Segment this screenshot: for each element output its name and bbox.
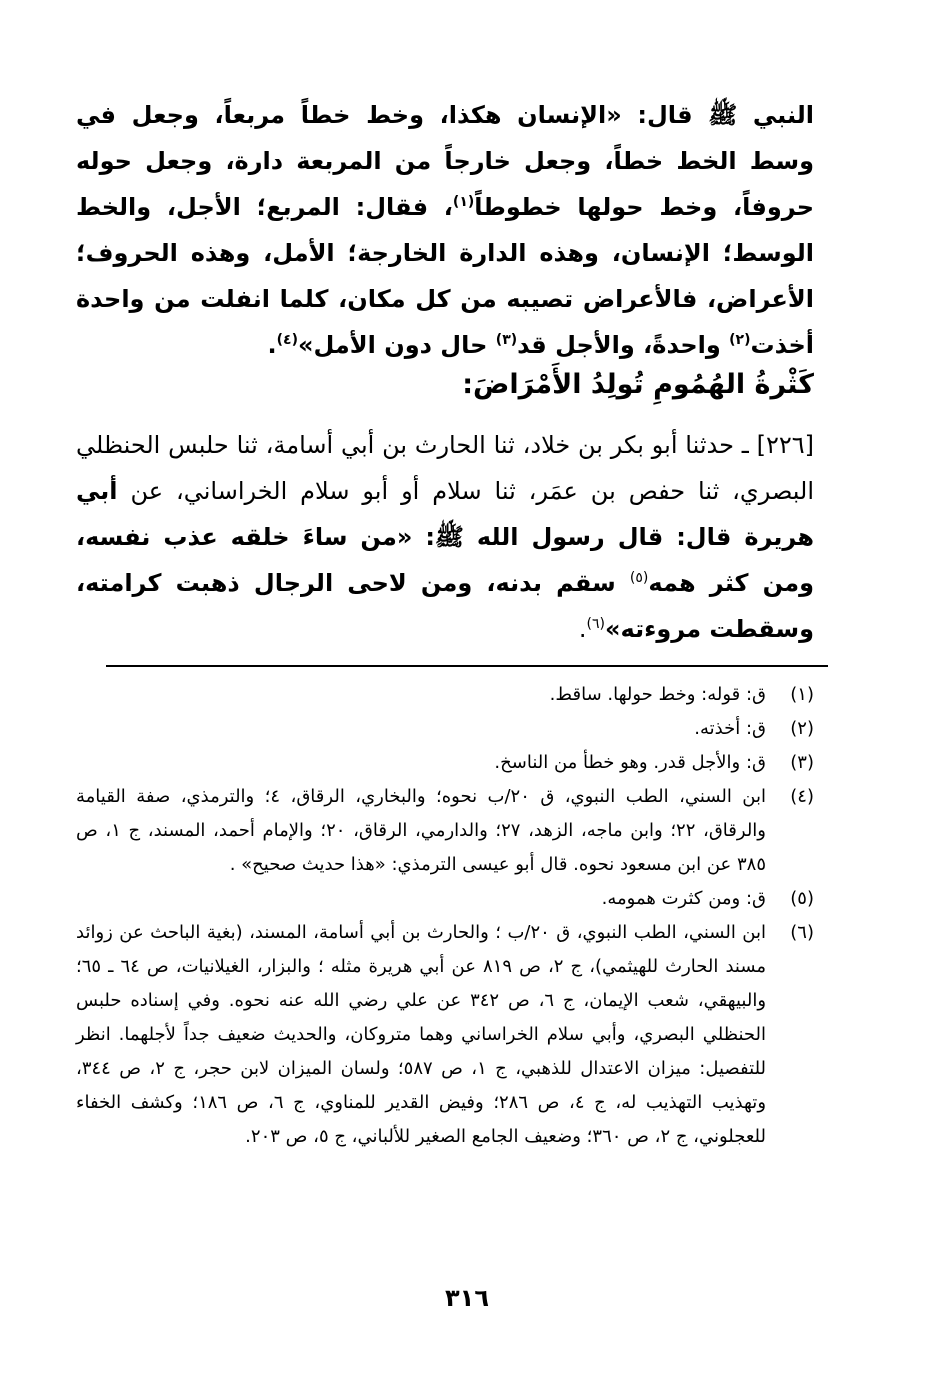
footnote-ref: (١) (452, 194, 475, 210)
footnote-item (76, 678, 814, 712)
footnote-text: ابن السني، الطب النبوي، ق ٢٠/ب نحوه؛ والبخاري، الرقاق، ٤؛ والترمذي، صفة القيامة والرقاق، ٢٢؛ وابن ماجه، الزهد، ٢٧؛ والدارمي، الرقاق، ٢٠؛ والإمام أحمد، المسند، ج ١، ص ٣٨٥ عن ابن مسعود نحوه. قال أبو عيسى الترمذي: «هذا حديث صحيح» . (76, 786, 767, 875)
footnote-item (76, 882, 814, 916)
hadith-number: [٢٢٦] (756, 431, 814, 459)
footnote-number: (٣) (790, 752, 814, 773)
footnote-number: (٢) (790, 718, 814, 739)
isnad-text: ـ حدثنا أبو بكر بن خلاد، ثنا الحارث بن أبي أسامة، ثنا حلبس الحنظلي البصري، ثنا حفص بن عمَر، ثنا سلام أو أبو سلام الخراساني، عن (76, 431, 814, 505)
footnote-text: ق: ومن كثرت همومه. (601, 888, 766, 909)
footnote-ref: (٢) (729, 332, 751, 348)
footnote-number: (٦) (790, 922, 814, 943)
hadith-paragraph-2 (76, 422, 814, 652)
footnote-ref: (٣) (495, 332, 518, 348)
footnote-ref: (٦) (586, 616, 606, 632)
text-segment: ، فقال: المربع؛ الأجل، والخط الوسط؛ الإنسان، وهذه الدارة الخارجة؛ الأمل، وهذه الحروف؛ الأعراض، فالأعراض تصيبه من كل مكان، كلما انفلت من واحدة أخذت (76, 193, 814, 359)
footnote-text: ق: أخذته. (694, 718, 766, 739)
footnote-number: (١) (790, 684, 814, 705)
footnote-item (76, 746, 814, 780)
footnote-divider (106, 665, 828, 667)
text-segment: . (267, 331, 277, 359)
text-segment: حال دون الأمل» (297, 331, 496, 359)
footnote-ref: (٤) (276, 332, 298, 348)
text-segment: واحدةً، والأجل قد (517, 331, 730, 359)
footnotes-list (76, 678, 814, 1154)
footnote-item (76, 712, 814, 746)
footnote-item (76, 780, 814, 882)
end-mark: . (578, 615, 587, 643)
footnote-text: ق: والأجل قدر. وهو خطأ من الناسخ. (494, 752, 766, 773)
main-text (76, 92, 814, 368)
footnote-text: ق: قوله: وخط حولها. ساقط. (549, 684, 766, 705)
matn-text: أبي هريرة قال: قال رسول الله ﷺ: «من ساءَ خلقه عذب نفسه، ومن كثر همه (76, 477, 815, 597)
footnote-number: (٥) (790, 888, 814, 909)
footnote-text: ابن السني، الطب النبوي، ق ٢٠/ب ؛ والحارث بن أبي أسامة، المسند، (بغية الباحث عن زوائد مسند الحارث للهيثمي)، ج ٢، ص ٨١٩ عن أبي هريرة مثله ؛ والبزار، الغيلانيات، ص ٦٤ ـ ٦٥؛ والبيهقي، شعب الإيمان، ج ٦، ص ٣٤٢ عن علي رضي الله عنه نحوه. وفي إسناده حلبس الحنظلي البصري، وأبي سلام الخراساني وهما متروكان، والحديث ضعيف جداً لأجلهما. انظر للتفصيل: ميزان الاعتدال للذهبي، ج ١، ص ٥٨٧؛ ولسان الميزان لابن حجر، ج ٢، ص ٣٤٤، وتهذيب التهذيب له، ج ٤، ص ٢٨٦؛ وفيض القدير للمناوي، ج ٦، ص ١٨٦؛ وكشف الخفاء للعجلوني، ج ٢، ص ٣٦٠؛ وضعيف الجامع الصغير للألباني، ج ٥، ص ٢٠٣. (76, 922, 767, 1147)
matn-text: سقم بدنه، ومن لاحى الرجال ذهبت كرامته، وسقطت مروءته» (76, 569, 814, 643)
text-segment: النبي ﷺ قال: «الإنسان هكذا، وخط خطاً مربعاً، وجعل في وسط الخط خطاً، وجعل خارجاً من المربعة دارة، وجعل حوله حروفاً، وخط حولها خطوطاً (76, 101, 814, 221)
footnote-ref: (٥) (629, 570, 649, 586)
section-heading: كَثْرةُ الهُمُومِ تُولِدُ الأَمْرَاضَ: (462, 369, 814, 400)
footnote-number: (٤) (790, 786, 814, 807)
hadith-paragraph-1 (76, 92, 814, 368)
page-number: ٣١٦ (445, 1284, 489, 1312)
footnote-item (76, 916, 814, 1154)
